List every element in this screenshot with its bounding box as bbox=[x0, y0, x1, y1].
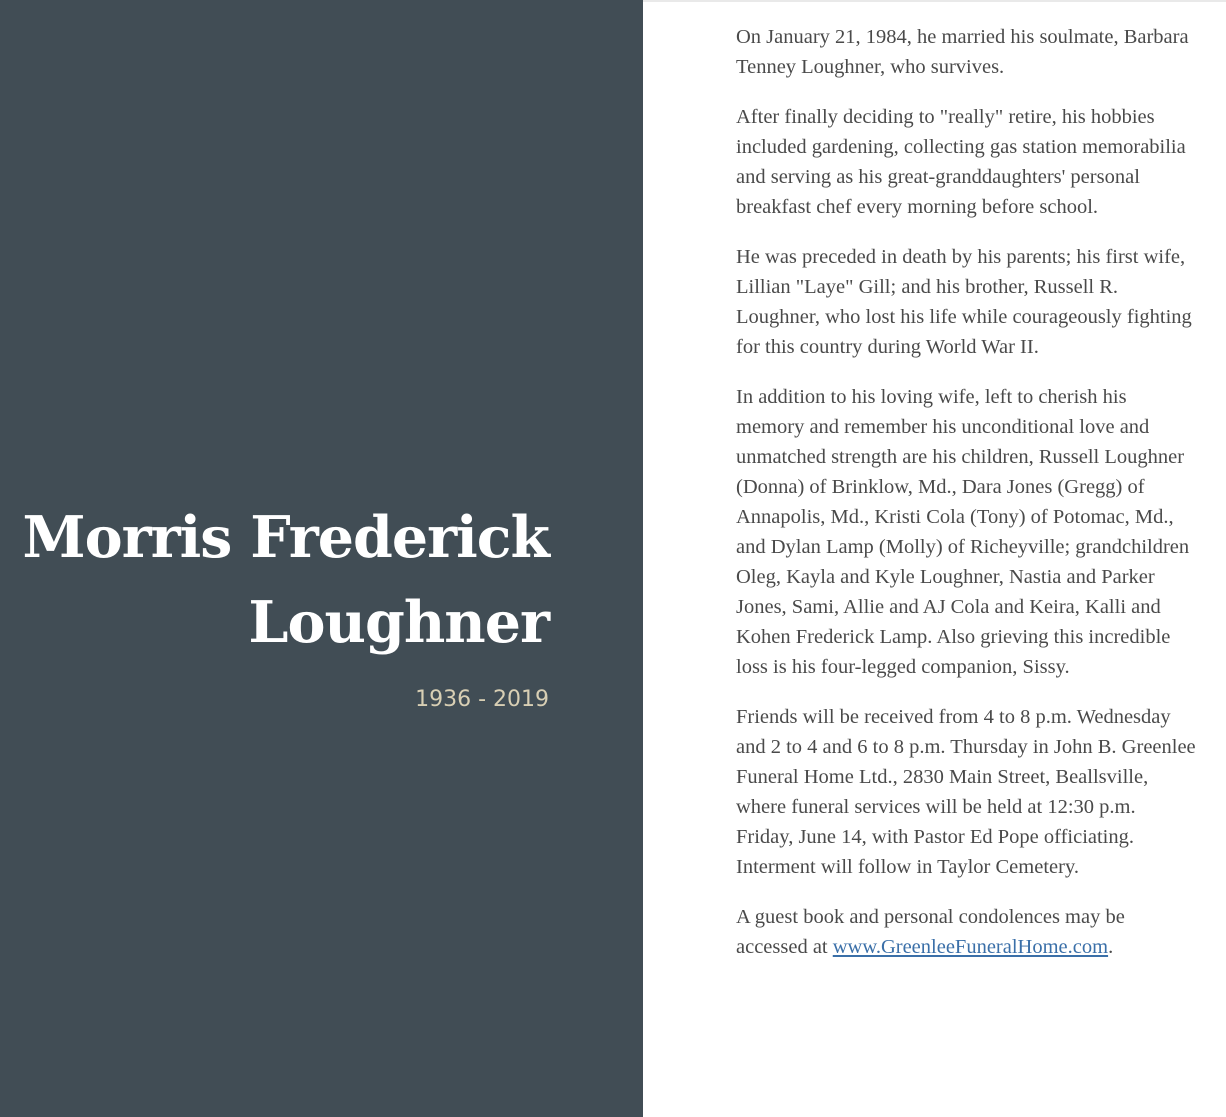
funeral-home-link[interactable]: www.GreenleeFuneralHome.com bbox=[832, 936, 1109, 958]
divider bbox=[643, 0, 1226, 2]
deceased-name bbox=[9, 495, 549, 665]
life-dates: 1936 - 2019 bbox=[415, 687, 549, 712]
guestbook-period: . bbox=[1108, 936, 1114, 958]
name-line-1: Morris Frederick bbox=[22, 504, 549, 571]
name-line-2: Loughner bbox=[248, 589, 549, 656]
paragraph-marriage: On January 21, 1984, he married his soulmate, Barbara Tenney Loughner, who survives. bbox=[736, 26, 1189, 78]
paragraph-survivors: In addition to his loving wife, left to cherish his memory and remember his unconditional love and unmatched strength are his children, Russell Loughner (Donna) of Brinklow, Md., Dara Jones (Gregg) of Annapolis, Md., Kristi Cola (Tony) of Potomac, Md., and Dylan Lamp (Molly) of Richeyville; grandchildren Oleg, Kayla and Kyle Loughner, Nastia and Parker Jones, Sami, Allie and AJ Cola and Keira, Kalli and Kohen Frederick Lamp. Also grieving this incredible loss is his four-legged companion, Sissy. bbox=[736, 386, 1190, 678]
name-block bbox=[9, 495, 549, 714]
guestbook-text: A guest book and personal condolences may be accessed at bbox=[736, 906, 1125, 958]
obituary-text bbox=[736, 22, 1198, 982]
paragraph-preceded: He was preceded in death by his parents; his first wife, Lillian "Laye" Gill; and his brother, Russell R. Loughner, who lost his life while courageously fighting for this country during World War II. bbox=[736, 246, 1192, 358]
paragraph-hobbies: After finally deciding to "really" retire, his hobbies included gardening, collecting gas station memorabilia and serving as his great-granddaughters' personal breakfast chef every morning before school. bbox=[736, 106, 1186, 218]
paragraph-services: Friends will be received from 4 to 8 p.m. Wednesday and 2 to 4 and 6 to 8 p.m. Thursday in John B. Greenlee Funeral Home Ltd., 2830 Main Street, Beallsville, where funeral services will be held at 12:30 p.m. Friday, June 14, with Pastor Ed Pope officiating. Interment will follow in Taylor Cemetery. bbox=[736, 706, 1196, 878]
paragraph-guestbook bbox=[736, 902, 1198, 962]
